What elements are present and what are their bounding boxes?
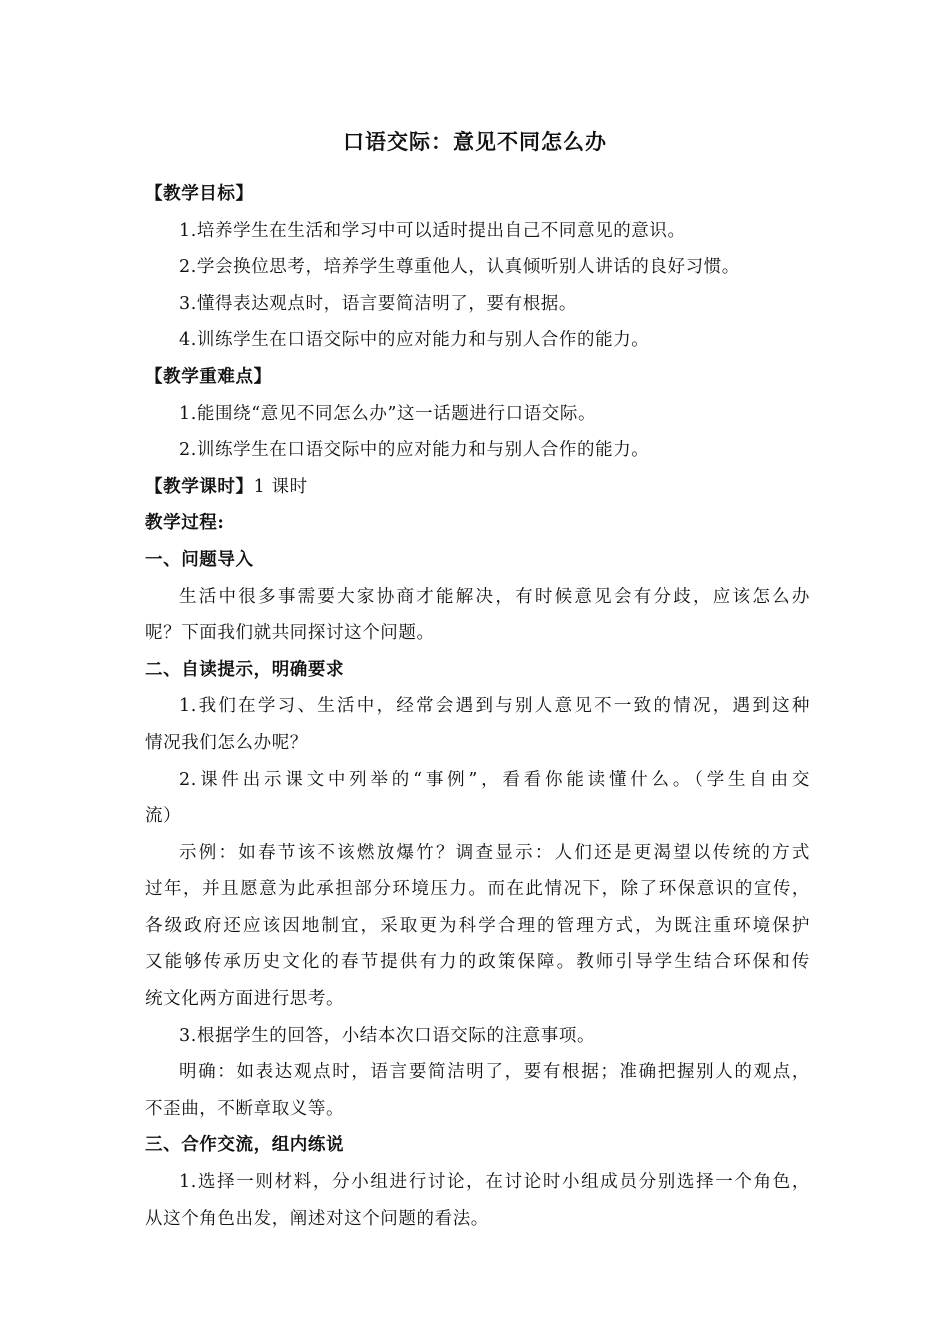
document-body [145,176,810,1237]
section2-p2-line-2: 流） [145,806,182,827]
section3-p1-line-1: 1.选择一则材料，分小组进行讨论，在讨论时小组成员分别选择一个角色， [179,1172,810,1193]
key-point-item-2: 2.训练学生在口语交际中的应对能力和与别人合作的能力。 [179,440,650,461]
document-title: 口语交际：意见不同怎么办 [343,129,607,154]
section1-line-1: 生活中很多事需要大家协商才能解决，有时候意见会有分歧，应该怎么办 [179,586,810,607]
section2-p4-line-1: 3.根据学生的回答，小结本次口语交际的注意事项。 [179,1025,596,1046]
section2-p2-line-1: 2.课件出示课文中列举的“事例”，看看你能读懂什么。（学生自由交 [179,769,810,790]
section1-heading: 一、问题导入 [145,549,254,570]
section2-p1-line-1: 1.我们在学习、生活中，经常会遇到与别人意见不一致的情况，遇到这种 [179,696,810,717]
section3-p1-line-2: 从这个角色出发，阐述对这个问题的看法。 [145,1208,489,1229]
goal-item-4: 4.训练学生在口语交际中的应对能力和与别人合作的能力。 [179,330,650,351]
section3-heading: 三、合作交流，组内练说 [145,1135,345,1156]
section2-p3-line-2: 过年，并且愿意为此承担部分环境压力。而在此情况下，除了环保意识的宣传， [145,879,810,900]
section2-p5-line-1: 明确：如表达观点时，语言要简洁明了，要有根据；准确把握别人的观点， [179,1062,810,1083]
section1-line-2: 呢？下面我们就共同探讨这个问题。 [145,623,435,644]
section2-p1-line-2: 情况我们怎么办呢？ [145,732,308,753]
section2-p3-line-4: 又能够传承历史文化的春节提供有力的政策保障。教师引导学生结合环保和传 [145,952,810,973]
section2-p3-line-1: 示例：如春节该不该燃放爆竹？调查显示：人们还是更渴望以传统的方式 [179,842,810,863]
section2-heading: 二、自读提示，明确要求 [145,659,345,680]
hours-line [145,469,810,506]
process-heading: 教学过程: [145,513,225,534]
hours-value: 1 课时 [253,476,308,497]
section2-p3-line-3: 各级政府还应该因地制宜，采取更为科学合理的管理方式，为既注重环境保护 [145,915,810,936]
hours-heading: 【教学课时】 [145,476,254,497]
goal-item-3: 3.懂得表达观点时，语言要简洁明了，要有根据。 [179,293,577,314]
goal-item-1: 1.培养学生在生活和学习中可以适时提出自己不同意见的意识。 [179,220,686,241]
section2-p3-line-5: 统文化两方面进行思考。 [145,989,345,1010]
key-points-heading: 【教学重难点】 [145,366,272,387]
key-point-item-1: 1.能围绕“意见不同怎么办”这一话题进行口语交际。 [179,403,597,424]
goal-item-2: 2.学会换位思考，培养学生尊重他人，认真倾听别人讲话的良好习惯。 [179,257,740,278]
goals-heading: 【教学目标】 [145,184,254,204]
section2-p5-line-2: 不歪曲，不断章取义等。 [145,1098,345,1119]
